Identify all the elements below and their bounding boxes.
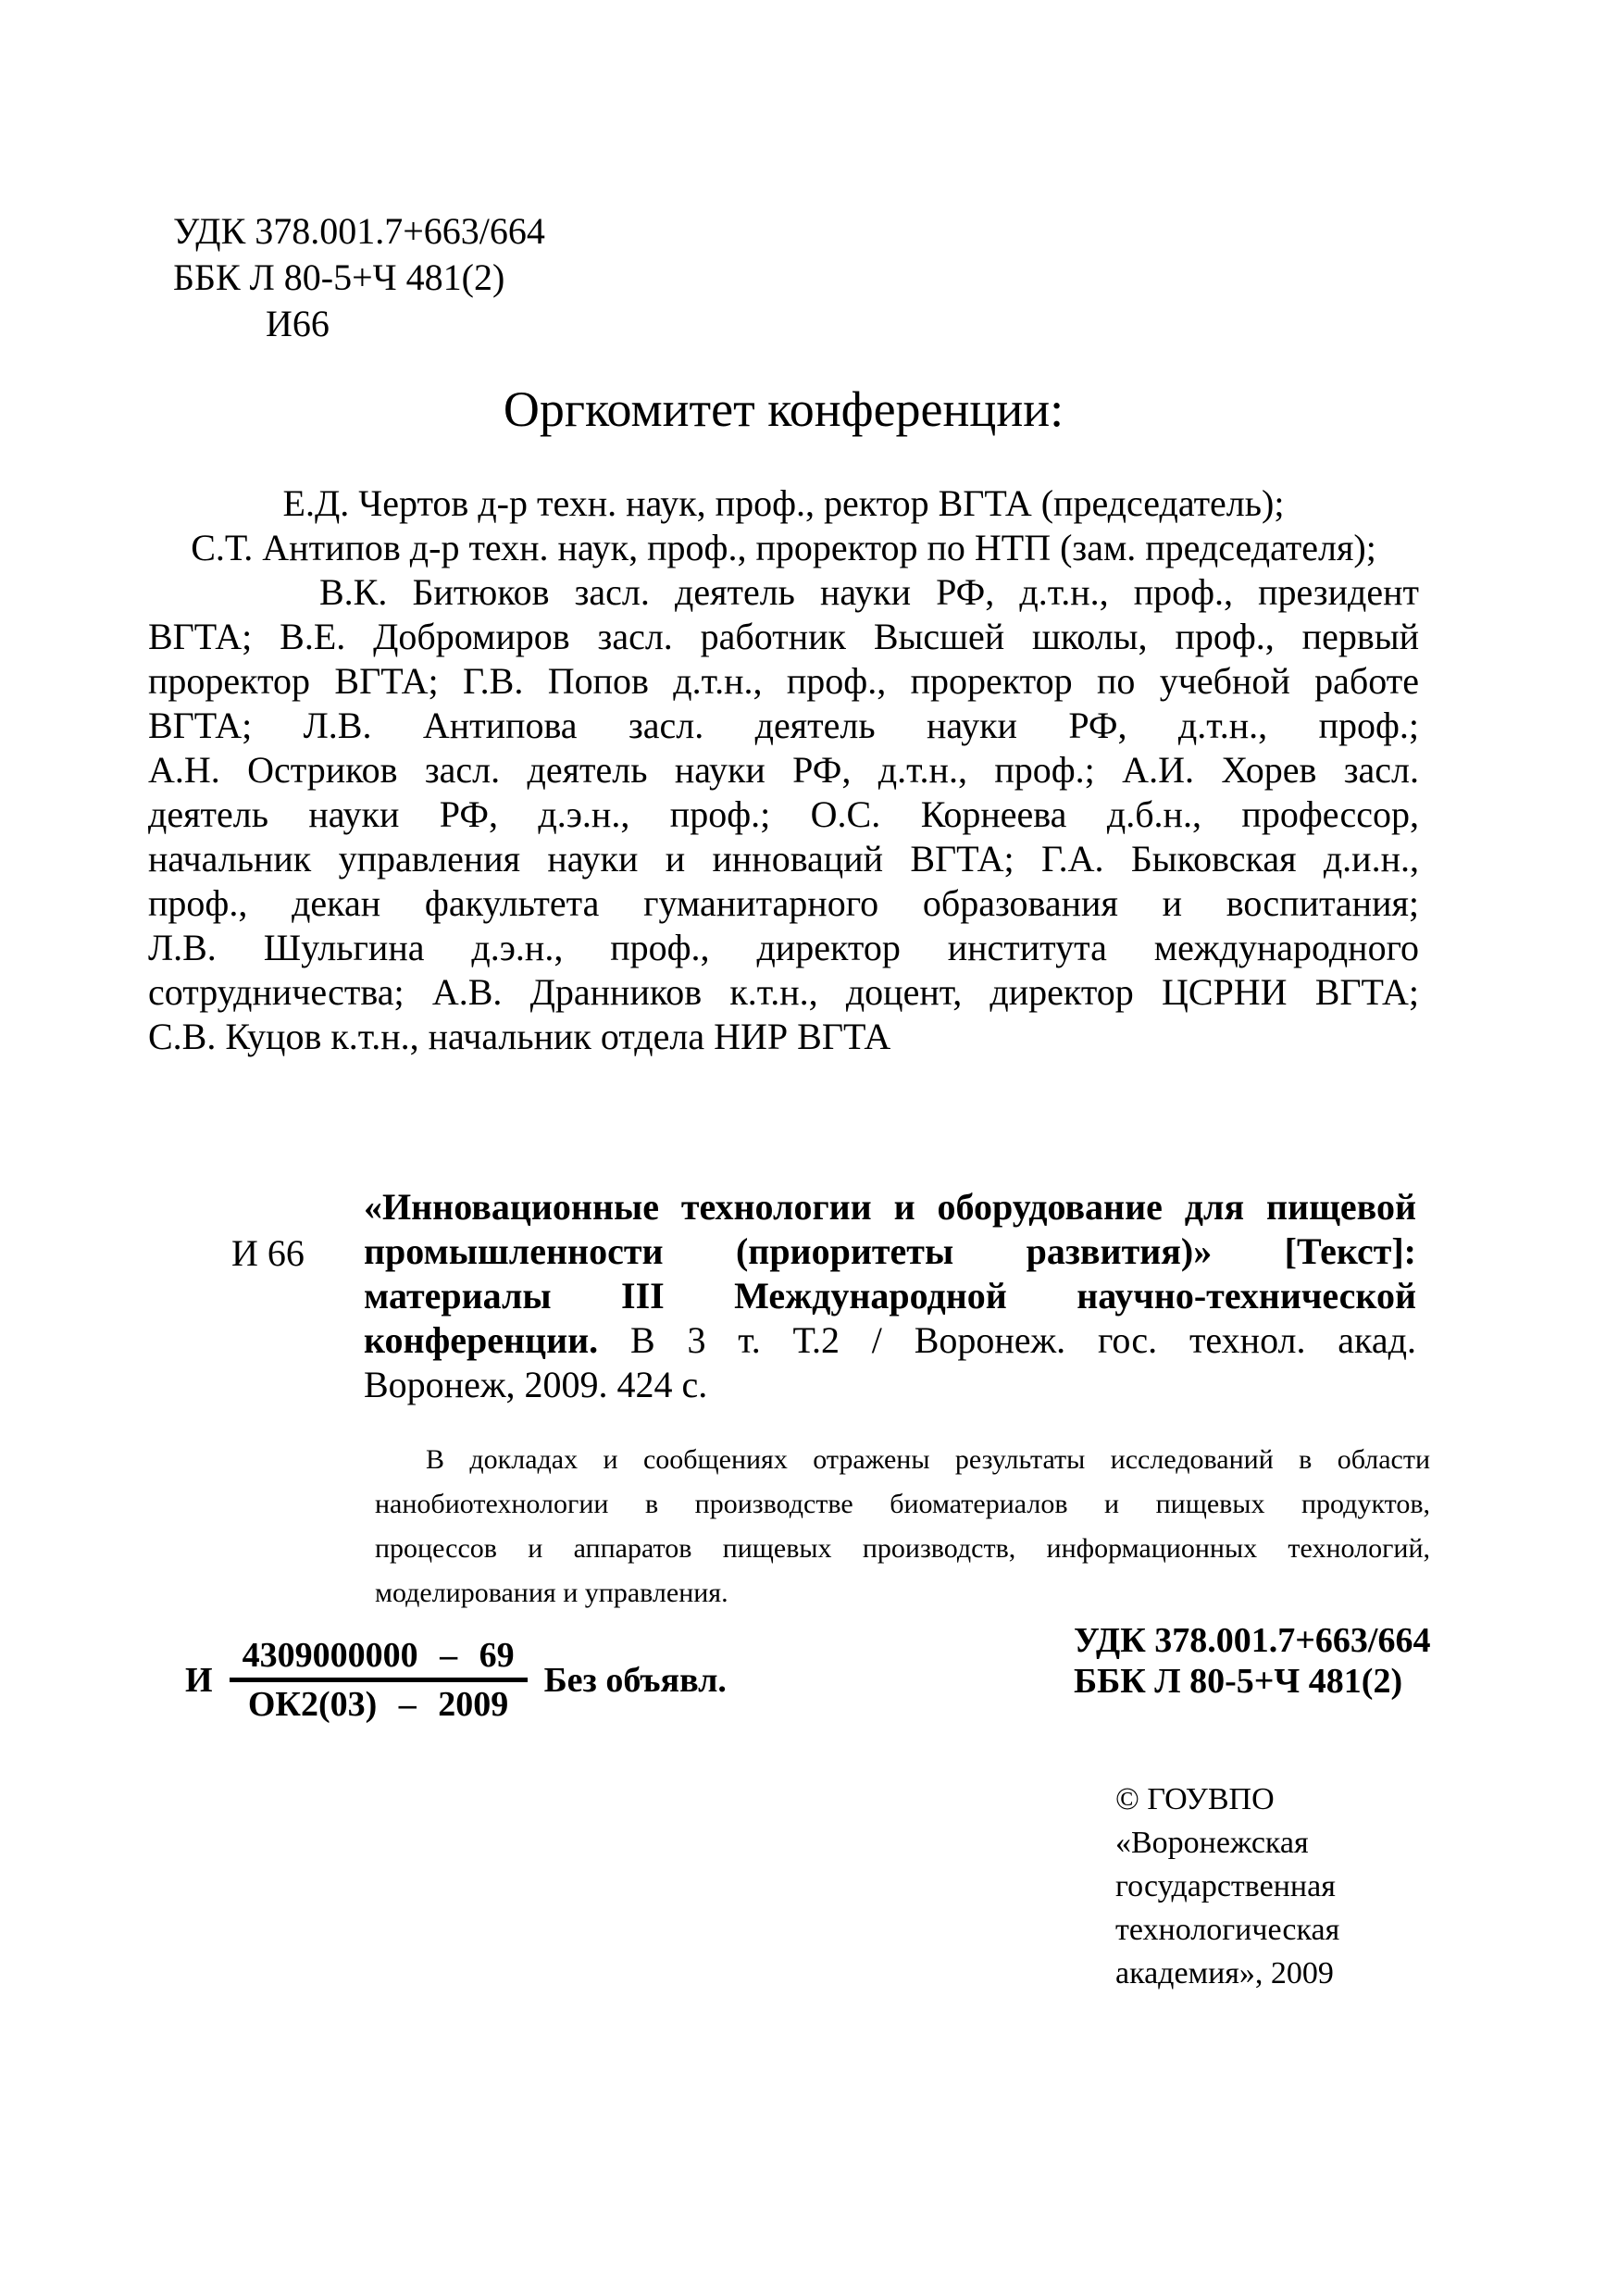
- copyright-line: государственная: [1115, 1869, 1336, 1903]
- bottom-codes-block: [1074, 1620, 1430, 1702]
- author-sign: И66: [266, 303, 330, 344]
- page-title: Оргкомитет конференции:: [503, 381, 1064, 437]
- annotation-line: моделирования и управления.: [375, 1578, 728, 1608]
- committee-line: А.Н. Остриков засл. деятель науки РФ, д.т.н., проф.; А.И. Хорев засл.: [148, 749, 1419, 791]
- committee-line: начальник управления науки и инноваций ВГТА; Г.А. Быковская д.и.н.,: [148, 838, 1419, 880]
- committee-line: сотрудничества; А.В. Дранников к.т.н., доцент, директор ЦСРНИ ВГТА;: [148, 971, 1419, 1013]
- committee-line: проректор ВГТА; Г.В. Попов д.т.н., проф., проректор по учебной работе: [148, 660, 1419, 702]
- annotation-line: В докладах и сообщениях отражены результаты исследований в области: [426, 1444, 1430, 1475]
- committee-block: [148, 481, 1419, 1059]
- committee-line: деятель науки РФ, д.э.н., проф.; О.С. Корнеева д.б.н., профессор,: [148, 793, 1419, 835]
- catalog-edition-info: В 3 т. Т.2 / Воронеж. гос. технол. акад.: [598, 1319, 1416, 1361]
- bbk-code: ББК Л 80-5+Ч 481(2): [173, 256, 505, 298]
- catalog-title-line: промышленности (приоритеты развития)» [Текст]:: [364, 1230, 1416, 1272]
- copyright-block: [1115, 1778, 1339, 1995]
- copyright-line: «Воронежская: [1115, 1826, 1309, 1860]
- committee-line: проф., декан факультета гуманитарного образования и воспитания;: [148, 882, 1419, 924]
- annotation-line: нанобиотехнологии в производстве биоматериалов и пищевых продуктов,: [375, 1489, 1430, 1519]
- catalog-title-end: конференции.: [364, 1319, 599, 1361]
- committee-line: С.Т. Антипов д-р техн. наук, проф., проректор по НТП (зам. председателя);: [191, 527, 1376, 568]
- fraction-bar: [230, 1678, 528, 1682]
- committee-line: Л.В. Шульгина д.э.н., проф., директор института международного: [148, 927, 1419, 968]
- committee-line: В.К. Битюков засл. деятель науки РФ, д.т.н., проф., президент: [319, 571, 1419, 613]
- copyright-line: академия», 2009: [1115, 1956, 1334, 1990]
- copyright-line: © ГОУВПО: [1115, 1782, 1275, 1816]
- catalog-author-sign: И 66: [231, 1232, 305, 1274]
- annotation-block: [375, 1442, 1430, 1620]
- catalog-entry: [364, 1185, 1416, 1407]
- fraction-numerator: 4309000000 – 69: [242, 1636, 515, 1675]
- bbk-code-bottom: ББК Л 80-5+Ч 481(2): [1074, 1662, 1403, 1701]
- committee-line: Е.Д. Чертов д-р техн. наук, проф., ректор ВГТА (председатель);: [282, 482, 1285, 524]
- formula-note: Без объявл.: [543, 1660, 727, 1700]
- committee-line: ВГТА; В.Е. Добромиров засл. работник Высшей школы, проф., первый: [148, 616, 1419, 657]
- committee-line: ВГТА; Л.В. Антипова засл. деятель науки РФ, д.т.н., проф.;: [148, 705, 1419, 746]
- formula-prefix: И: [185, 1660, 213, 1700]
- committee-line: С.В. Куцов к.т.н., начальник отдела НИР ВГТА: [148, 1016, 891, 1057]
- copyright-line: технологическая: [1115, 1913, 1340, 1947]
- catalog-title-line: «Инновационные технологии и оборудование для пищевой: [364, 1186, 1416, 1228]
- annotation-line: процессов и аппаратов пищевых производств, информационных технологий,: [375, 1533, 1430, 1564]
- catalog-title-line: материалы III Международной научно-технической: [364, 1275, 1416, 1316]
- catalog-imprint-line: Воронеж, 2009. 424 с.: [364, 1364, 708, 1405]
- udc-code-bottom: УДК 378.001.7+663/664: [1074, 1621, 1431, 1660]
- formula-fraction: [230, 1635, 528, 1725]
- catalog-mixed-line: [364, 1318, 1416, 1363]
- fraction-denominator: ОК2(03) – 2009: [247, 1685, 509, 1724]
- udc-code: УДК 378.001.7+663/664: [173, 210, 545, 252]
- print-formula: [185, 1635, 727, 1725]
- top-codes-block: [173, 208, 545, 347]
